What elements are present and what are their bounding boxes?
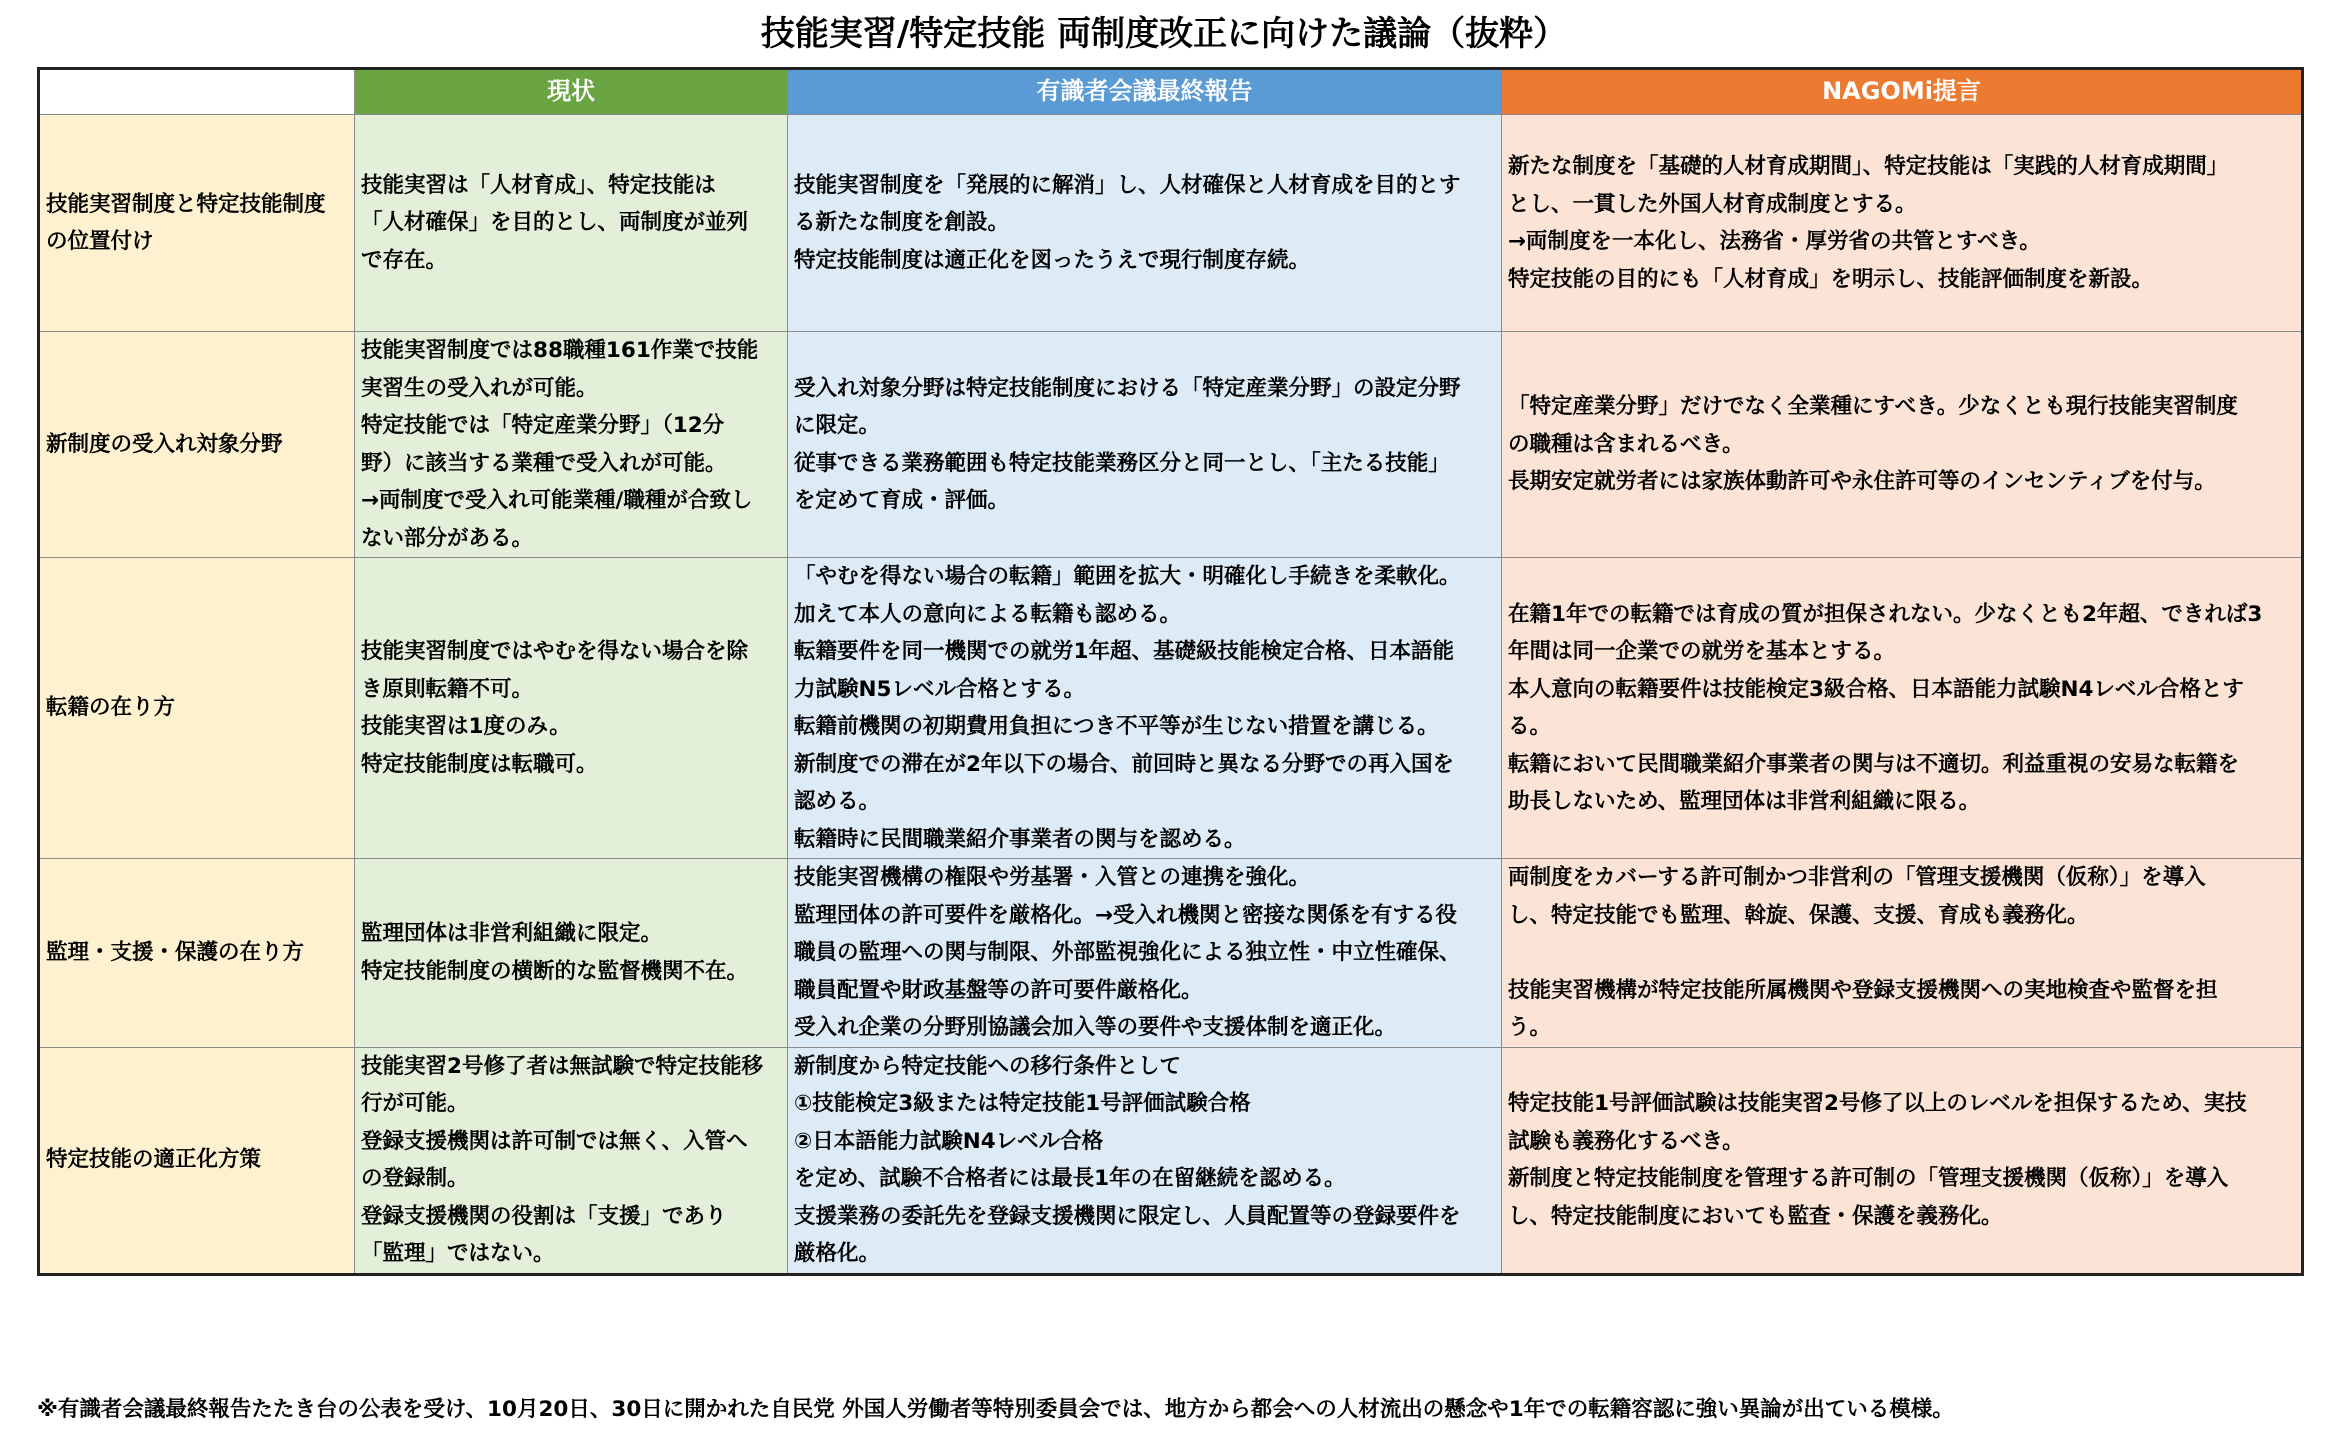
row-label bbox=[39, 859, 355, 1048]
row-label bbox=[39, 558, 355, 859]
cell-line: 支援業務の委託先を登録支援機関に限定し、人員配置等の登録要件を bbox=[794, 1203, 1461, 1229]
cell-line: 受入れ対象分野は特定技能制度における「特定産業分野」の設定分野 bbox=[794, 375, 1461, 401]
cell-line: る。 bbox=[1508, 714, 1552, 739]
cell-line: 転籍において民間職業紹介事業者の関与は不適切。利益重視の安易な転籍を bbox=[1508, 751, 2240, 777]
cell-line: の職種は含まれるべき。 bbox=[1508, 431, 1744, 457]
row-label bbox=[39, 1047, 355, 1274]
cell-line: 登録支援機関の役割は「支援」であり bbox=[361, 1203, 727, 1229]
cell-line: を定め、試験不合格者には最長1年の在留継続を認める。 bbox=[794, 1166, 1346, 1191]
current-status-cell bbox=[355, 859, 788, 1048]
cell-line: 登録支援機関は許可制では無く、入管へ bbox=[361, 1128, 748, 1154]
expert-report-cell bbox=[788, 859, 1502, 1048]
cell-line: し、特定技能制度においても監査・保護を義務化。 bbox=[1508, 1203, 2003, 1229]
cell-line: 技能実習制度では88職種161作業で技能 bbox=[361, 338, 759, 363]
cell-line: ない部分がある。 bbox=[361, 525, 534, 551]
cell-line: 特定技能の適正化方策 bbox=[46, 1147, 262, 1173]
cell-line: 「人材確保」を目的とし、両制度が並列 bbox=[361, 210, 749, 236]
cell-line: 本人意向の転籍要件は技能検定3級合格、日本語能力試験N4レベル合格とす bbox=[1508, 676, 2244, 702]
cell-line: 技能実習機構が特定技能所属機関や登録支援機関への実地検査や監督を担 bbox=[1508, 977, 2218, 1003]
comparison-table bbox=[37, 67, 2304, 1276]
cell-line: 「やむを得ない場合の転籍」範囲を拡大・明確化し手続きを柔軟化。 bbox=[794, 564, 1461, 589]
current-status-cell bbox=[355, 115, 788, 332]
table-row bbox=[39, 115, 2303, 332]
cell-line: 厳格化。 bbox=[794, 1241, 881, 1266]
cell-line: →両制度で受入れ可能業種/職種が合致し bbox=[361, 488, 753, 513]
table-body bbox=[39, 115, 2303, 1275]
table-row bbox=[39, 859, 2303, 1048]
cell-line: とし、一貫した外国人材育成制度とする。 bbox=[1508, 191, 1917, 217]
row-label bbox=[39, 332, 355, 558]
nagomi-proposal-cell bbox=[1502, 558, 2303, 859]
cell-line: き原則転籍不可。 bbox=[361, 676, 534, 702]
cell-line: 職員の監理への関与制限、外部監視強化による独立性・中立性確保、 bbox=[794, 940, 1461, 965]
footnote: ※有識者会議最終報告たたき台の公表を受け、10月20日、30日に開かれた自民党 外国人労働者等特別委員会では、地方から都会への人材流出の懸念や1年での転籍容認に強い異論が出ている模様。 bbox=[37, 1397, 1954, 1422]
cell-line: 特定技能制度は転職可。 bbox=[361, 751, 598, 777]
cell-line: 特定技能1号評価試験は技能実習2号修了以上のレベルを担保するため、実技 bbox=[1508, 1091, 2247, 1116]
header-row bbox=[39, 69, 2303, 115]
cell-line: し、特定技能でも監理、斡旋、保護、支援、育成も義務化。 bbox=[1508, 902, 2089, 928]
cell-line: 新たな制度を「基礎的人材育成期間」、特定技能は「実践的人材育成期間」 bbox=[1508, 154, 2229, 179]
page-title: 技能実習/特定技能 両制度改正に向けた議論（抜粋） bbox=[760, 14, 1568, 54]
cell-line: 職員配置や財政基盤等の許可要件厳格化。 bbox=[794, 977, 1203, 1003]
cell-line: 新制度から特定技能への移行条件として bbox=[794, 1053, 1182, 1079]
nagomi-proposal-cell bbox=[1502, 859, 2303, 1048]
cell-line: る新たな制度を創設。 bbox=[794, 210, 1010, 236]
cell-line: 野）に該当する業種で受入れが可能。 bbox=[361, 450, 727, 476]
cell-line: 認める。 bbox=[794, 789, 881, 814]
cell-line: 技能実習制度と特定技能制度 bbox=[46, 191, 326, 217]
cell-line: 転籍時に民間職業紹介事業者の関与を認める。 bbox=[794, 826, 1246, 852]
cell-line: 従事できる業務範囲も特定技能業務区分と同一とし、「主たる技能」 bbox=[794, 450, 1450, 476]
cell-line: 監理団体は非営利組織に限定。 bbox=[361, 921, 663, 947]
cell-line: 加えて本人の意向による転籍も認める。 bbox=[794, 601, 1182, 627]
table-row bbox=[39, 332, 2303, 558]
cell-line: を定めて育成・評価。 bbox=[794, 488, 1010, 513]
cell-line: 転籍要件を同一機関での就労1年超、基礎級技能検定合格、日本語能 bbox=[794, 639, 1454, 664]
nagomi-proposal-cell bbox=[1502, 1047, 2303, 1274]
cell-line: 特定技能では「特定産業分野」（12分 bbox=[361, 413, 725, 438]
cell-line: 新制度での滞在が2年以下の場合、前回時と異なる分野での再入国を bbox=[794, 751, 1454, 777]
cell-line: 技能実習機構の権限や労基署・入管との連携を強化。 bbox=[794, 865, 1311, 890]
current-status-cell bbox=[355, 1047, 788, 1274]
cell-line: に限定。 bbox=[794, 413, 881, 438]
cell-line: 技能実習は1度のみ。 bbox=[361, 714, 571, 739]
cell-line: 新制度の受入れ対象分野 bbox=[46, 431, 283, 457]
header-expert-report: 有識者会議最終報告 bbox=[788, 69, 1502, 115]
cell-line: 力試験N5レベル合格とする。 bbox=[794, 676, 1085, 702]
nagomi-proposal-cell bbox=[1502, 332, 2303, 558]
table-row bbox=[39, 558, 2303, 859]
cell-line: 両制度をカバーする許可制かつ非営利の「管理支援機関（仮称）」を導入 bbox=[1508, 865, 2206, 890]
cell-line: 実習生の受入れが可能。 bbox=[361, 375, 598, 401]
current-status-cell bbox=[355, 332, 788, 558]
cell-line: の登録制。 bbox=[361, 1166, 469, 1191]
header-nagomi-proposal: NAGOMi提言 bbox=[1502, 69, 2303, 115]
cell-line: で存在。 bbox=[361, 247, 448, 273]
cell-line: 技能実習制度ではやむを得ない場合を除 bbox=[361, 639, 749, 664]
expert-report-cell bbox=[788, 558, 1502, 859]
cell-line: の位置付け bbox=[46, 229, 154, 254]
cell-line: 監理団体の許可要件を厳格化。→受入れ機関と密接な関係を有する役 bbox=[794, 902, 1458, 928]
cell-line: 試験も義務化するべき。 bbox=[1508, 1128, 1744, 1154]
cell-line: 在籍1年での転籍では育成の質が担保されない。少なくとも2年超、できれば3 bbox=[1508, 601, 2263, 627]
cell-line: 技能実習は「人材育成」、特定技能は bbox=[361, 172, 716, 198]
cell-line: 技能実習制度を「発展的に解消」し、人材確保と人材育成を目的とす bbox=[794, 172, 1461, 198]
header-current-status: 現状 bbox=[355, 69, 788, 115]
expert-report-cell bbox=[788, 332, 1502, 558]
cell-line: 特定技能制度の横断的な監督機関不在。 bbox=[361, 958, 749, 984]
cell-line: 特定技能制度は適正化を図ったうえで現行制度存続。 bbox=[794, 247, 1311, 273]
cell-line: 「特定産業分野」だけでなく全業種にすべき。少なくとも現行技能実習制度 bbox=[1508, 394, 2238, 420]
row-label bbox=[39, 115, 355, 332]
nagomi-proposal-cell bbox=[1502, 115, 2303, 332]
cell-line: 特定技能の目的にも「人材育成」を明示し、技能評価制度を新設。 bbox=[1508, 266, 2154, 292]
cell-line: ①技能検定3級または特定技能1号評価試験合格 bbox=[794, 1091, 1251, 1116]
cell-line: 受入れ企業の分野別協議会加入等の要件や支援体制を適正化。 bbox=[794, 1015, 1397, 1040]
cell-line: 「監理」ではない。 bbox=[361, 1241, 555, 1266]
cell-line: 技能実習2号修了者は無試験で特定技能移 bbox=[361, 1053, 763, 1079]
table-row bbox=[39, 1047, 2303, 1274]
cell-line: 監理・支援・保護の在り方 bbox=[46, 940, 305, 965]
cell-line: ②日本語能力試験N4レベル合格 bbox=[794, 1128, 1104, 1154]
current-status-cell bbox=[355, 558, 788, 859]
cell-line: う。 bbox=[1508, 1015, 1552, 1040]
expert-report-cell bbox=[788, 115, 1502, 332]
cell-line bbox=[1508, 934, 2295, 972]
cell-line: 転籍の在り方 bbox=[46, 695, 176, 721]
cell-line: 長期安定就労者には家族体動許可や永住許可等のインセンティブを付与。 bbox=[1508, 469, 2216, 495]
cell-line: →両制度を一本化し、法務省・厚労省の共管とすべき。 bbox=[1508, 229, 2041, 254]
header-blank bbox=[39, 69, 355, 115]
cell-line: 新制度と特定技能制度を管理する許可制の「管理支援機関（仮称）」を導入 bbox=[1508, 1166, 2229, 1191]
cell-line: 行が可能。 bbox=[361, 1091, 469, 1116]
cell-line: 年間は同一企業での就労を基本とする。 bbox=[1508, 639, 1896, 664]
cell-line: 転籍前機関の初期費用負担につき不平等が生じない措置を講じる。 bbox=[794, 714, 1439, 739]
expert-report-cell bbox=[788, 1047, 1502, 1274]
cell-line: 助長しないため、監理団体は非営利組織に限る。 bbox=[1508, 789, 1981, 814]
